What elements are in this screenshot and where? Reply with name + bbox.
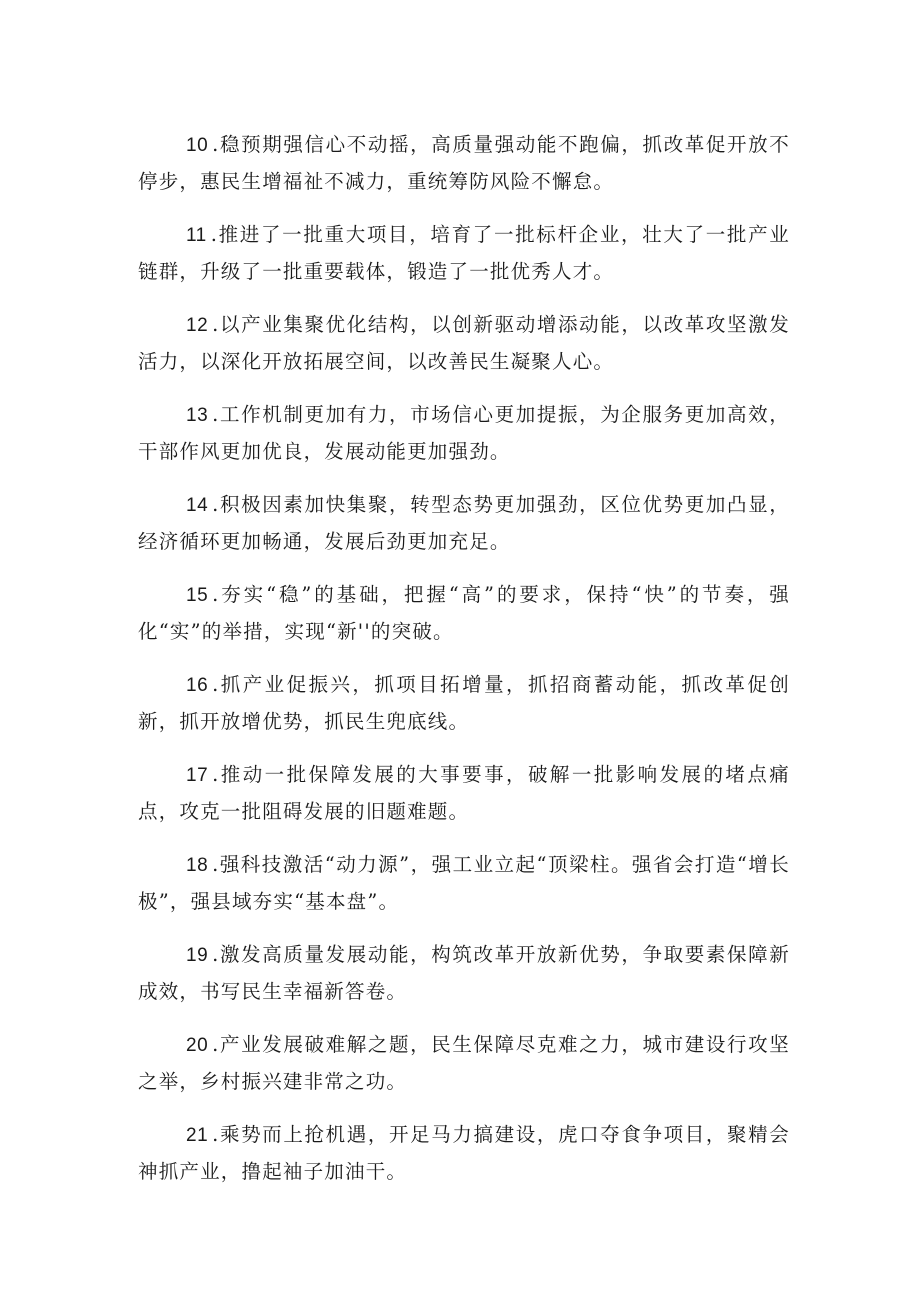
list-item [138,1027,790,1100]
item-text: .以产业集聚优化结构，以创新驱动增添动能，以改革攻坚激发活力，以深化开放拓展空间，以改善民生凝聚人心。 [138,313,790,373]
item-number: 14 [186,495,209,516]
item-number: 21 [186,1125,209,1146]
item-text: .推进了一批重大项目，培育了一批标杆企业，壮大了一批产业链群，升级了一批重要载体，锻造了一批优秀人才。 [138,223,790,283]
item-text: .乘势而上抢机遇，开足马力搞建设，虎口夺食争项目，聚精会神抓产业，撸起袖子加油干。 [138,1123,790,1183]
item-text: .抓产业促振兴，抓项目拓增量，抓招商蓄动能，抓改革促创新，抓开放增优势，抓民生兜底线。 [138,673,790,733]
item-number: 20 [186,1035,209,1056]
item-number: 19 [186,945,209,966]
list-item [138,307,790,380]
item-text: .推动一批保障发展的大事要事，破解一批影响发展的堵点痛点，攻克一批阻碍发展的旧题难题。 [138,763,790,823]
list-item [138,487,790,560]
item-number: 15 [186,585,209,606]
item-text: .稳预期强信心不动摇，高质量强动能不跑偏，抓改革促开放不停步，惠民生增福祉不减力，重统筹防风险不懈怠。 [138,133,790,193]
list-item [138,577,790,650]
list-item [138,127,790,200]
list-item [138,757,790,830]
item-text: .强科技激活“动力源”，强工业立起“顶梁柱。强省会打造“增长极”，强县域夯实“基本盘”。 [138,853,790,913]
item-number: 10 [186,135,209,156]
item-text: .产业发展破难解之题，民生保障尽克难之力，城市建设行攻坚之举，乡村振兴建非常之功。 [138,1033,790,1093]
list-item [138,667,790,740]
item-text: .夯实“稳”的基础，把握“高”的要求，保持“快”的节奏，强化“实”的举措，实现“新''的突破。 [138,583,790,643]
item-text: .激发高质量发展动能，构筑改革开放新优势，争取要素保障新成效，书写民生幸福新答卷。 [138,943,790,1003]
item-number: 11 [186,225,207,246]
list-item [138,937,790,1010]
item-text: .工作机制更加有力，市场信心更加提振，为企服务更加高效，干部作风更加优良，发展动能更加强劲。 [138,403,790,463]
item-text: .积极因素加快集聚，转型态势更加强劲，区位优势更加凸显，经济循环更加畅通，发展后劲更加充足。 [138,493,790,553]
numbered-list [138,127,790,1207]
item-number: 17 [186,765,209,786]
item-number: 16 [186,675,209,696]
list-item [138,397,790,470]
list-item [138,847,790,920]
item-number: 18 [186,855,209,876]
list-item [138,1117,790,1190]
item-number: 13 [186,405,209,426]
item-number: 12 [186,315,209,336]
list-item [138,217,790,290]
